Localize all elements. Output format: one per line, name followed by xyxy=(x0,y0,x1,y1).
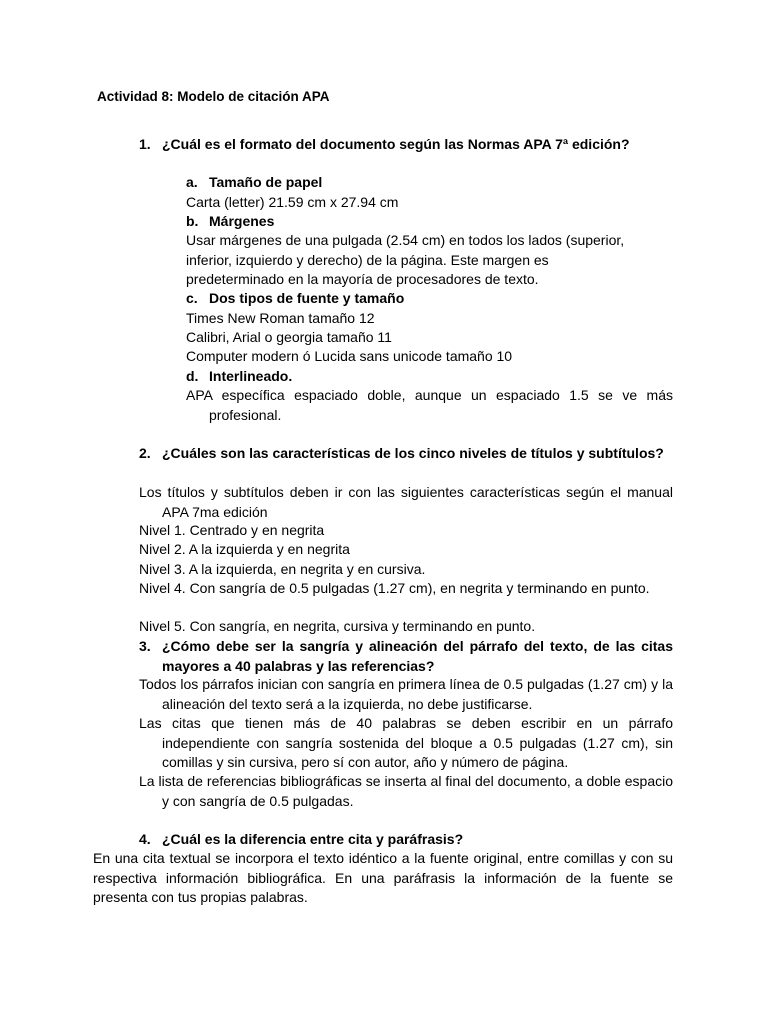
question-number: 4. xyxy=(139,831,151,847)
question-1 xyxy=(139,135,673,155)
subitem-a-heading: a. Tamaño de papel xyxy=(186,174,323,190)
document-title: Actividad 8: Modelo de citación APA xyxy=(97,89,330,104)
subitem-a-line: Carta (letter) 21.59 cm x 27.94 cm xyxy=(186,194,399,210)
subitem-b-line: inferior, izquierdo y derecho) de la página. Este margen es xyxy=(186,252,549,268)
subitem-b-heading: b. Márgenes xyxy=(186,213,275,229)
subitem-d-heading: d. Interlineado. xyxy=(186,368,293,384)
question-number: 1. xyxy=(139,136,151,152)
question-text: ¿Cómo debe ser la sangría y alineación del párrafo del texto, de las citas mayores a 40 palabras y las referencias? xyxy=(162,638,673,674)
question-3 xyxy=(139,637,673,676)
subitem-c-line: Times New Roman tamaño 12 xyxy=(186,310,375,326)
answer-paragraph: La lista de referencias bibliográficas se inserta al final del documento, a doble espacio y con sangría de 0.5 pulgadas. xyxy=(139,773,673,809)
question-number: 2. xyxy=(139,445,151,461)
subitem-c-heading: c. Dos tipos de fuente y tamaño xyxy=(186,290,405,306)
question-number: 3. xyxy=(139,638,151,654)
subitem-c-line: Computer modern ó Lucida sans unicode tamaño 10 xyxy=(186,348,513,364)
title-level: Nivel 1. Centrado y en negrita xyxy=(139,522,325,538)
question-text: ¿Cuál es el formato del documento según las Normas APA 7ª edición? xyxy=(162,136,630,152)
answer-paragraph: Las citas que tienen más de 40 palabras se deben escribir en un párrafo independiente con sangría sostenida del bloque a 0.5 pulgadas (1.27 cm), sin comillas y sin cursiva, pero sí con autor, año y número de página. xyxy=(139,715,673,770)
subitem-d-text: APA específica espaciado doble, aunque un espaciado 1.5 se ve más profesional. xyxy=(186,387,673,423)
title-level: Nivel 5. Con sangría, en negrita, cursiva y terminando en punto. xyxy=(139,618,536,634)
question-text: ¿Cuáles son las características de los cinco niveles de títulos y subtítulos? xyxy=(162,445,664,461)
question-2 xyxy=(139,444,673,464)
question-text: ¿Cuál es la diferencia entre cita y paráfrasis? xyxy=(162,831,464,847)
subitem-b-line: predeterminado en la mayoría de procesadores de texto. xyxy=(186,271,539,287)
subitem-c-line: Calibri, Arial o georgia tamaño 11 xyxy=(186,329,392,345)
answer-paragraph: Todos los párrafos inician con sangría en primera línea de 0.5 pulgadas (1.27 cm) y la alineación del texto será a la izquierda, no debe justificarse. xyxy=(139,676,673,712)
title-level: Nivel 2. A la izquierda y en negrita xyxy=(139,541,350,557)
answer-intro: Los títulos y subtítulos deben ir con las siguientes características según el manual APA 7ma edición xyxy=(139,484,673,520)
title-level: Nivel 4. Con sangría de 0.5 pulgadas (1.27 cm), en negrita y terminando en punto. xyxy=(139,580,650,596)
question-4 xyxy=(139,830,673,850)
subitem-b-line: Usar márgenes de una pulgada (2.54 cm) en todos los lados (superior, xyxy=(186,232,625,248)
title-level: Nivel 3. A la izquierda, en negrita y en cursiva. xyxy=(139,561,426,577)
answer-paragraph: En una cita textual se incorpora el texto idéntico a la fuente original, entre comillas y con su respectiva información bibliográfica. En una paráfrasis la información de la fuente se presenta con tus propias palabras. xyxy=(93,850,673,905)
